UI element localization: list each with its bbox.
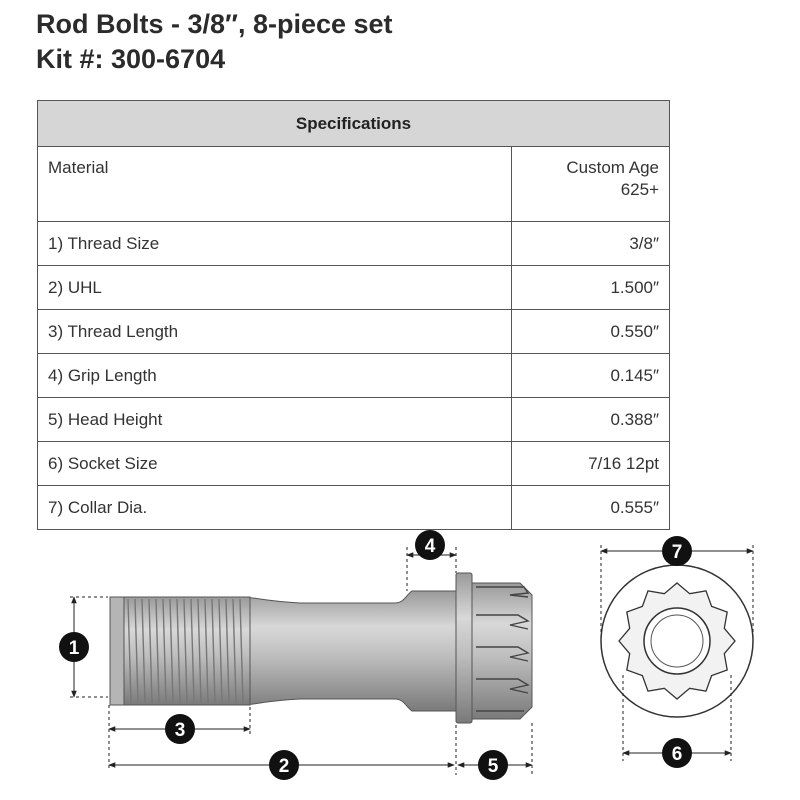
marker-2: [269, 750, 299, 780]
table-row: [38, 222, 670, 266]
table-row: [38, 266, 670, 310]
row-label: 4) Grip Length: [38, 354, 512, 398]
row-value: 0.550″: [512, 310, 670, 354]
kit-number: Kit #: 300-6704: [36, 44, 226, 74]
marker-4-label: 4: [424, 536, 436, 557]
marker-6: [662, 738, 692, 768]
marker-5: [478, 750, 508, 780]
table-row: [38, 442, 670, 486]
marker-1-label: 1: [68, 638, 80, 659]
row-value: 1.500″: [512, 266, 670, 310]
marker-5-label: 5: [487, 756, 499, 777]
specifications-table: [37, 100, 670, 530]
marker-6-label: 6: [671, 744, 683, 765]
row-value: 0.555″: [512, 486, 670, 530]
row-label: 2) UHL: [38, 266, 512, 310]
row-label: 3) Thread Length: [38, 310, 512, 354]
row-value: [512, 147, 670, 222]
bolt-dimension-diagram: [0, 525, 800, 800]
row-value: 0.145″: [512, 354, 670, 398]
row-label: 6) Socket Size: [38, 442, 512, 486]
table-header-row: [38, 101, 670, 147]
marker-7: [662, 536, 692, 566]
row-label: Material: [38, 147, 512, 222]
row-value: 0.388″: [512, 398, 670, 442]
page-title: Rod Bolts - 3/8″, 8-piece set: [36, 9, 393, 39]
row-label: 7) Collar Dia.: [38, 486, 512, 530]
marker-2-label: 2: [278, 756, 290, 777]
table-row: [38, 147, 670, 222]
row-value-line: Custom Age: [566, 158, 659, 177]
marker-3-label: 3: [174, 720, 186, 741]
table-row: [38, 486, 670, 530]
bolt-side-view: [110, 573, 532, 723]
table-row: [38, 398, 670, 442]
row-value: 3/8″: [512, 222, 670, 266]
marker-3: [165, 714, 195, 744]
row-label: 5) Head Height: [38, 398, 512, 442]
marker-1: [59, 632, 89, 662]
marker-4: [415, 530, 445, 560]
marker-7-label: 7: [671, 542, 683, 563]
row-label: 1) Thread Size: [38, 222, 512, 266]
bolt-end-view: [601, 565, 753, 717]
row-value-line: 625+: [620, 180, 659, 199]
table-row: [38, 354, 670, 398]
table-header: Specifications: [38, 101, 670, 147]
row-value: 7/16 12pt: [512, 442, 670, 486]
table-row: [38, 310, 670, 354]
